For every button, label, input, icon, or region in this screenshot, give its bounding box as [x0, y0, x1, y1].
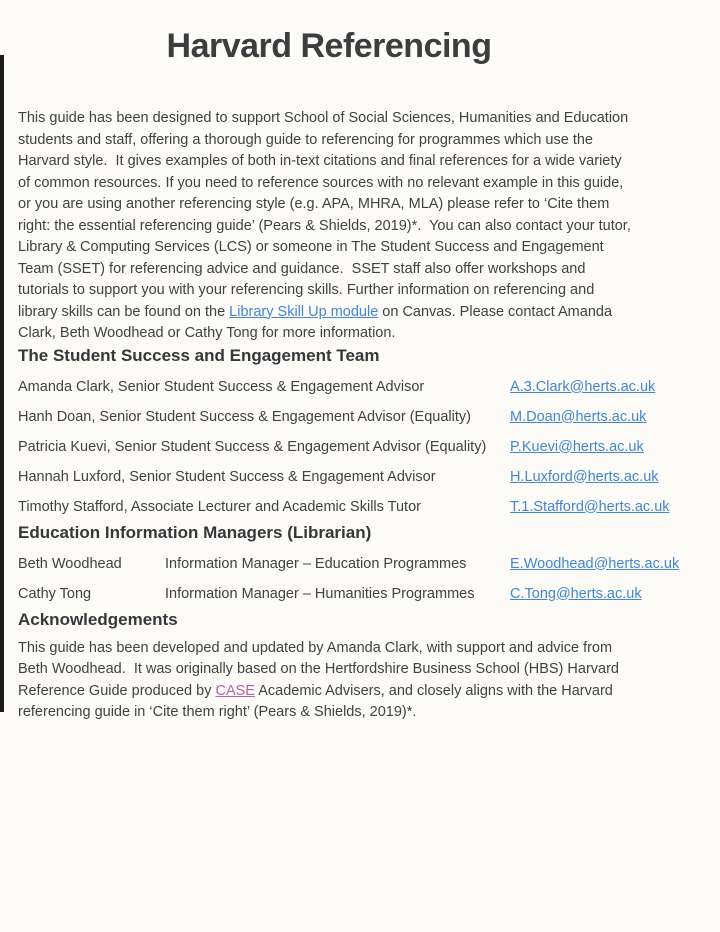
sset-heading: The Student Success and Engagement Team — [18, 345, 380, 365]
intro-line-text-after: on Canvas. Please contact Amanda — [378, 303, 613, 320]
team-member-row — [18, 492, 706, 522]
acknowledgements-paragraph — [18, 638, 706, 724]
page-content — [0, 108, 720, 724]
ack-line: referencing guide in ‘Cite them right’ (Pears & Shields, 2019)*. — [18, 704, 417, 720]
librarian-email-link[interactable]: C.Tong@herts.ac.uk — [510, 585, 642, 602]
member-name-role: Hannah Luxford, Senior Student Success & Engagement Advisor — [18, 468, 436, 485]
librarian-role: Information Manager – Education Programmes — [165, 555, 467, 572]
librarian-row — [18, 579, 706, 609]
intro-line: Team (SSET) for referencing advice and guidance. SSET staff also offer workshops and — [18, 260, 586, 277]
intro-line: Library & Computing Services (LCS) or someone in The Student Success and Engagement — [18, 239, 604, 255]
ack-line: This guide has been developed and updated by Amanda Clark, with support and advice from — [18, 639, 613, 656]
librarian-role: Information Manager – Humanities Programmes — [165, 585, 475, 602]
intro-line: or you are using another referencing style (e.g. APA, MHRA, MLA) please refer to ‘Cite them — [18, 196, 610, 212]
librarians-heading: Education Information Managers (Librarian) — [18, 522, 372, 542]
intro-line: students and staff, offering a thorough guide to referencing for programmes which use the — [18, 131, 593, 148]
acknowledgements-heading: Acknowledgements — [18, 609, 178, 629]
member-email-link[interactable]: T.1.Stafford@herts.ac.uk — [510, 498, 670, 515]
intro-paragraph — [18, 108, 706, 345]
team-member-row — [18, 372, 706, 402]
member-name-role: Amanda Clark, Senior Student Success & Engagement Advisor — [18, 378, 425, 395]
intro-line: right: the essential referencing guide’ (Pears & Shields, 2019)*. You can also contact your tutor, — [18, 217, 631, 234]
ack-line-text-after: Academic Advisers, and closely aligns with the Harvard — [255, 682, 613, 699]
librarian-row — [18, 549, 706, 579]
intro-line: Clark, Beth Woodhead or Cathy Tong for more information. — [18, 325, 396, 341]
sset-table — [18, 372, 706, 522]
page-title: Harvard Referencing — [166, 27, 492, 65]
librarians-table — [18, 549, 706, 609]
scan-edge-artifact-bar — [0, 55, 4, 712]
librarian-name: Cathy Tong — [18, 585, 92, 602]
intro-line: of common resources. If you need to reference sources with no relevant example in this guide, — [18, 174, 624, 191]
intro-line: This guide has been designed to support School of Social Sciences, Humanities and Education — [18, 110, 629, 126]
intro-line-text-before: library skills can be found on the — [18, 303, 230, 320]
library-skill-up-link[interactable]: Library Skill Up module — [229, 303, 379, 320]
ack-line-text-before: Reference Guide produced by — [18, 682, 216, 699]
librarian-email-link[interactable]: E.Woodhead@herts.ac.uk — [510, 555, 680, 572]
case-link[interactable]: CASE — [215, 682, 255, 699]
member-email-link[interactable]: H.Luxford@herts.ac.uk — [510, 468, 659, 485]
librarian-name: Beth Woodhead — [18, 555, 122, 572]
intro-line: Harvard style. It gives examples of both in-text citations and final references for a wide variety — [18, 153, 622, 169]
member-name-role: Hanh Doan, Senior Student Success & Engagement Advisor (Equality) — [18, 408, 471, 425]
team-member-row — [18, 402, 706, 432]
team-member-row — [18, 462, 706, 492]
member-email-link[interactable]: A.3.Clark@herts.ac.uk — [510, 378, 656, 395]
ack-line-with-link — [18, 681, 706, 703]
ack-line: Beth Woodhead. It was originally based on the Hertfordshire Business School (HBS) Harvard — [18, 661, 619, 677]
intro-line-with-link — [18, 302, 706, 324]
intro-line: tutorials to support you with your referencing skills. Further information on referencing and — [18, 282, 595, 298]
member-name-role: Timothy Stafford, Associate Lecturer and Academic Skills Tutor — [18, 498, 421, 515]
member-name-role: Patricia Kuevi, Senior Student Success & Engagement Advisor (Equality) — [18, 438, 487, 455]
team-member-row — [18, 432, 706, 462]
member-email-link[interactable]: M.Doan@herts.ac.uk — [510, 408, 647, 425]
member-email-link[interactable]: P.Kuevi@herts.ac.uk — [510, 438, 644, 455]
